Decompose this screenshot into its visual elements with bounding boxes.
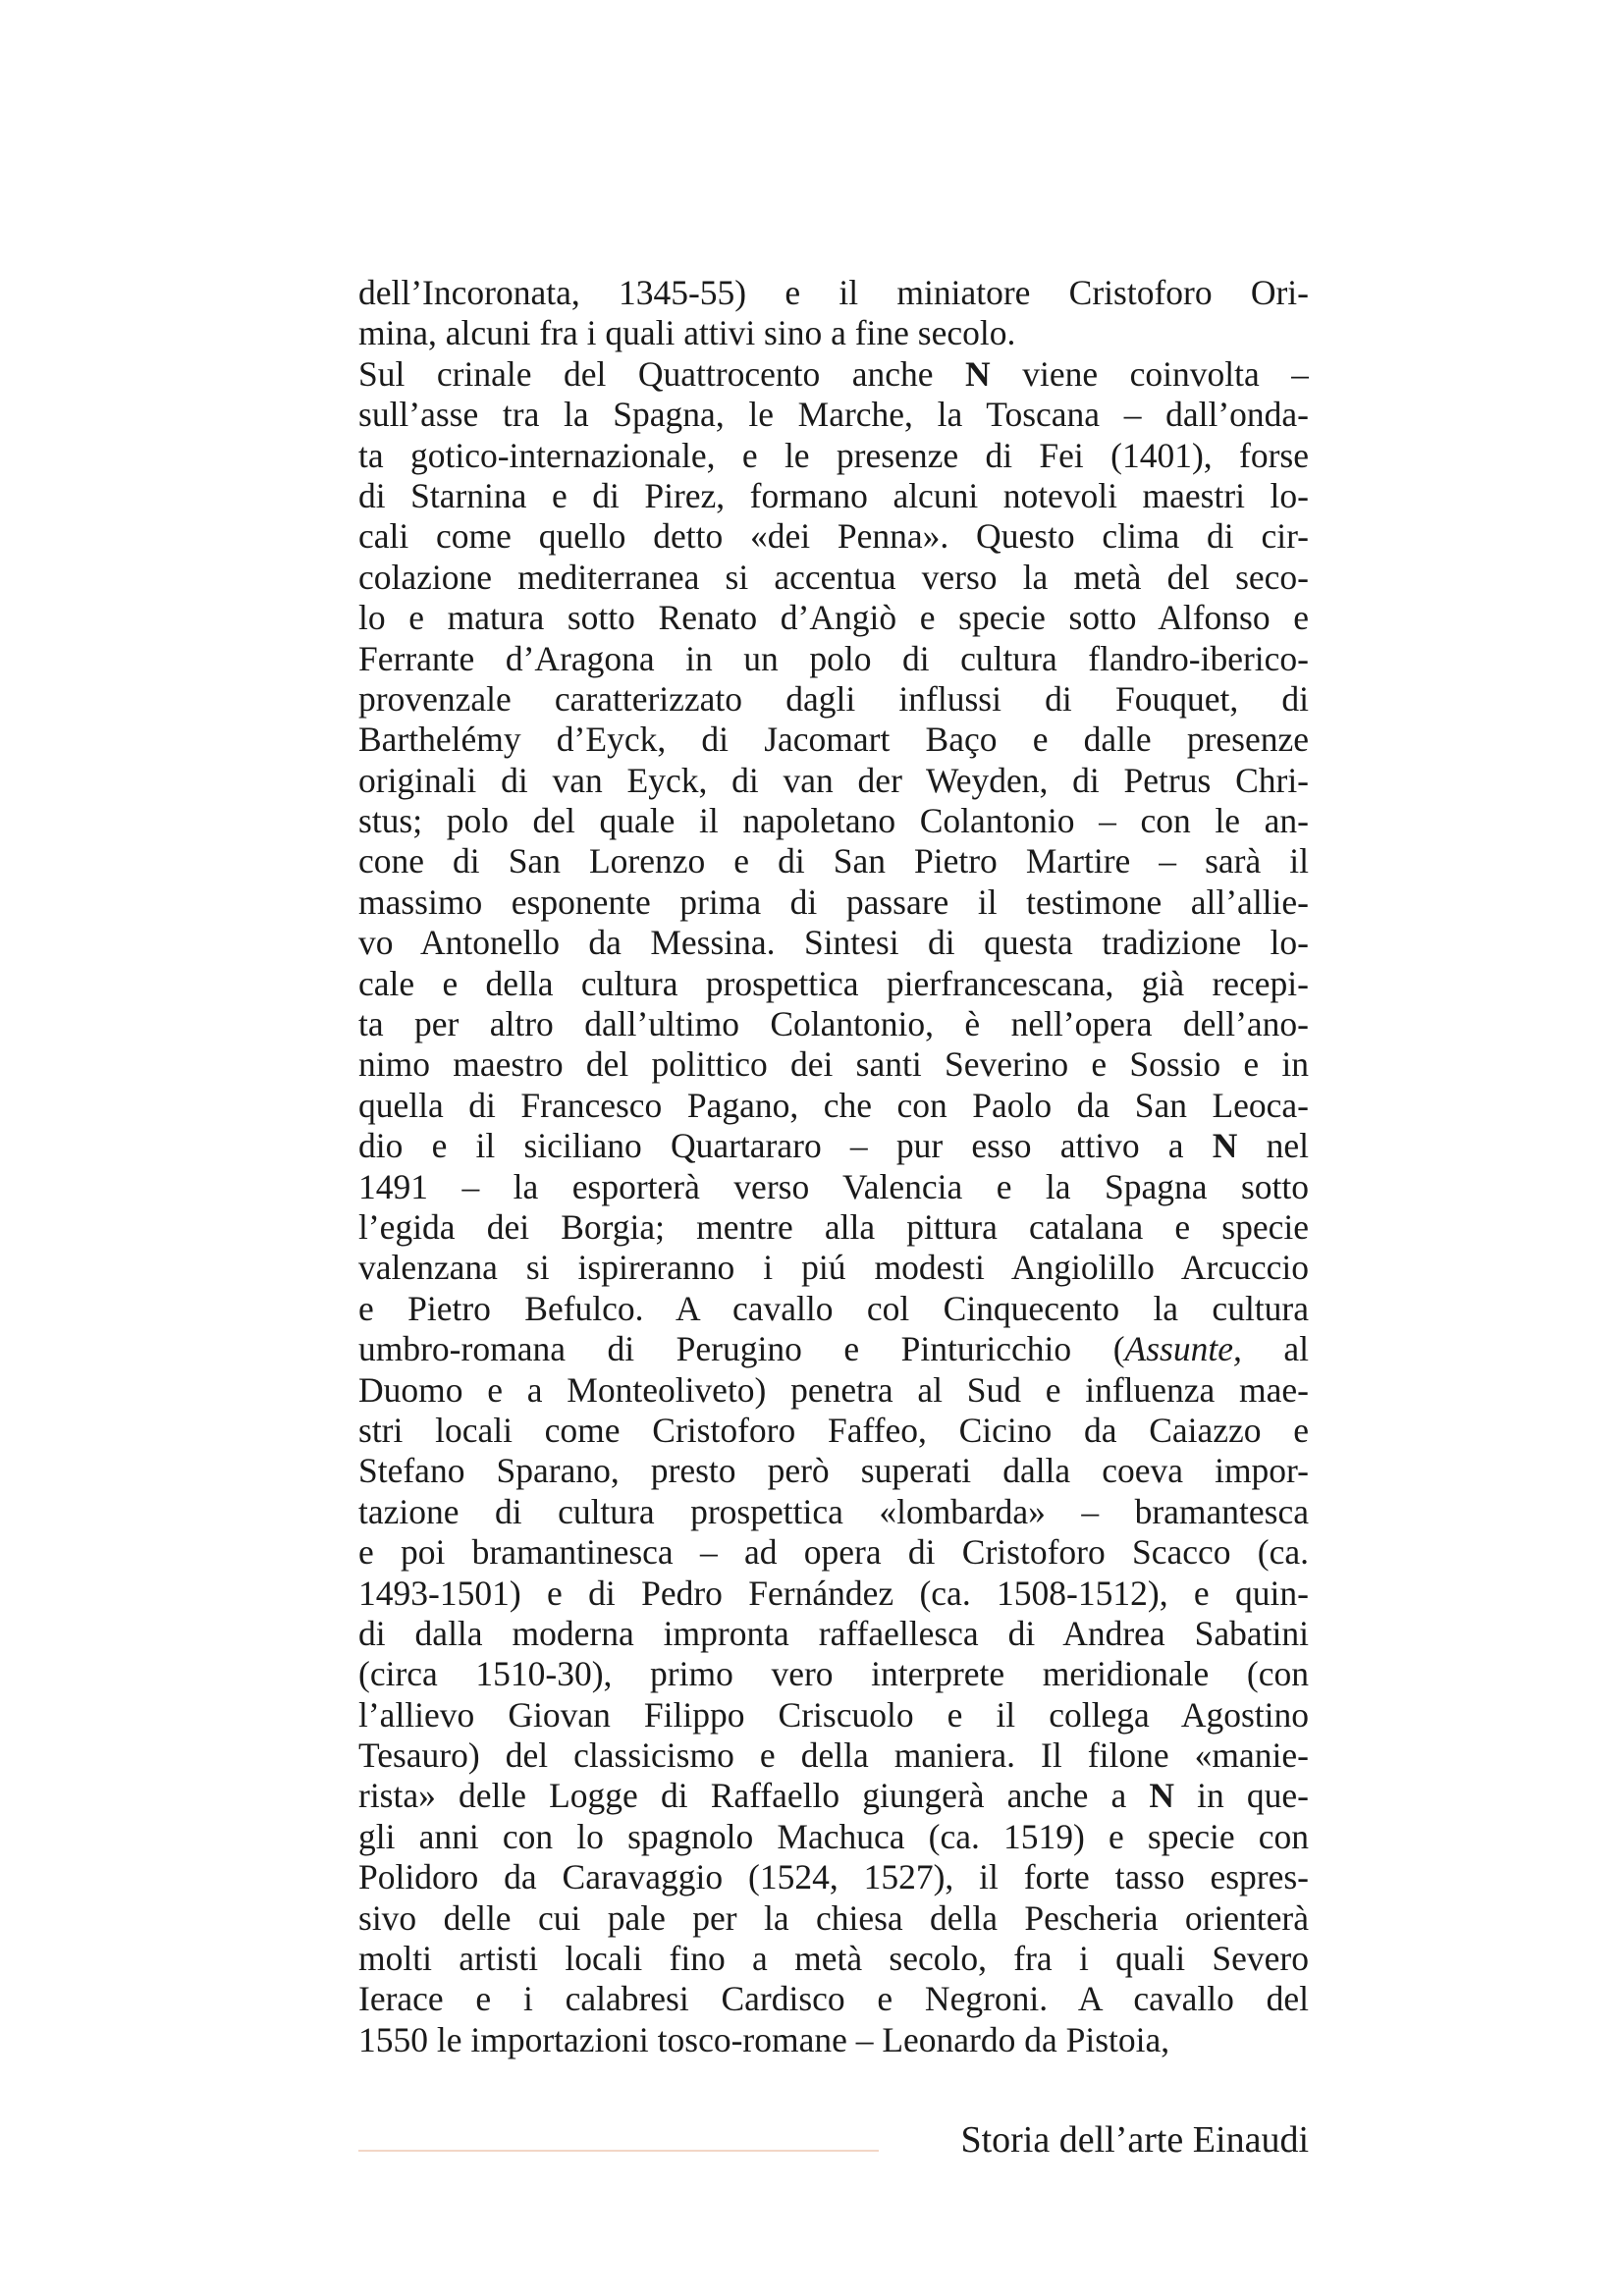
text-line: Ierace e i calabresi Cardisco e Negroni. A cavallo del (358, 1979, 1309, 2019)
text-line: tazione di cultura prospettica «lombarda» – bramantesca (358, 1491, 1309, 1531)
text-line: stus; polo del quale il napoletano Colantonio – con le an- (358, 801, 1309, 841)
text-line: rista» delle Logge di Raffaello giungerà anche a N in que- (358, 1776, 1309, 1816)
text-line: colazione mediterranea si accentua verso la metà del seco- (358, 557, 1309, 597)
text-line: 1493-1501) e di Pedro Fernández (ca. 1508-1512), e quin- (358, 1573, 1309, 1613)
text-line: Stefano Sparano, presto però superati dalla coeva impor- (358, 1451, 1309, 1491)
text-line: l’allievo Giovan Filippo Criscuolo e il collega Agostino (358, 1694, 1309, 1735)
text-line: ta per altro dall’ultimo Colantonio, è nell’opera dell’ano- (358, 1004, 1309, 1044)
text-line: Sul crinale del Quattrocento anche N viene coinvolta – (358, 353, 1309, 394)
text-line: umbro-romana di Perugino e Pinturicchio (Assunte, al (358, 1329, 1309, 1369)
text-line: 1550 le importazioni tosco-romane – Leonardo da Pistoia, (358, 2019, 1170, 2059)
text-line: di Starnina e di Pirez, formano alcuni notevoli maestri lo- (358, 475, 1309, 515)
text-line: cali come quello detto «dei Penna». Questo clima di cir- (358, 516, 1309, 557)
text-line: valenzana si ispireranno i piú modesti Angiolillo Arcuccio (358, 1248, 1309, 1288)
text-line: provenzale caratterizzato dagli influssi di Fouquet, di (358, 678, 1309, 719)
text-line: dell’Incoronata, 1345-55) e il miniatore Cristoforo Ori- (358, 273, 1309, 312)
text-line: stri locali come Cristoforo Faffeo, Cicino da Caiazzo e (358, 1410, 1309, 1450)
text-line: dio e il siciliano Quartararo – pur esso attivo a N nel (358, 1126, 1309, 1166)
body-text (358, 273, 1309, 2060)
text-line: cone di San Lorenzo e di San Pietro Martire – sarà il (358, 841, 1309, 881)
text-line: mina, alcuni fra i quali attivi sino a fine secolo. (358, 313, 1016, 353)
text-line: vo Antonello da Messina. Sintesi di questa tradizione lo- (358, 923, 1309, 963)
text-line: Polidoro da Caravaggio (1524, 1527), il forte tasso espres- (358, 1857, 1309, 1897)
text-line: e poi bramantinesca – ad opera di Cristoforo Scacco (ca. (358, 1532, 1309, 1573)
text-line: 1491 – la esporterà verso Valencia e la Spagna sotto (358, 1166, 1309, 1206)
text-line: gli anni con lo spagnolo Machuca (ca. 1519) e specie con (358, 1816, 1309, 1856)
text-line: quella di Francesco Pagano, che con Paolo da San Leoca- (358, 1085, 1309, 1125)
text-line: lo e matura sotto Renato d’Angiò e specie sotto Alfonso e (358, 598, 1309, 638)
footer-title: Storia dell’arte Einaudi (960, 2119, 1309, 2161)
text-line: nimo maestro del polittico dei santi Severino e Sossio e in (358, 1044, 1309, 1085)
text-line: Duomo e a Monteoliveto) penetra al Sud e influenza mae- (358, 1369, 1309, 1410)
text-line: e Pietro Befulco. A cavallo col Cinquecento la cultura (358, 1288, 1309, 1328)
text-line: massimo esponente prima di passare il testimone all’allie- (358, 881, 1309, 922)
text-line: sull’asse tra la Spagna, le Marche, la Toscana – dall’onda- (358, 395, 1309, 435)
text-line: di dalla moderna impronta raffaellesca di Andrea Sabatini (358, 1613, 1309, 1653)
text-line: molti artisti locali fino a metà secolo, fra i quali Severo (358, 1939, 1309, 1979)
text-line: l’egida dei Borgia; mentre alla pittura catalana e specie (358, 1206, 1309, 1247)
footer-rule (358, 2150, 879, 2152)
text-line: cale e della cultura prospettica pierfrancescana, già recepi- (358, 963, 1309, 1003)
text-line: (circa 1510-30), primo vero interprete meridionale (con (358, 1654, 1309, 1694)
text-line: ta gotico-internazionale, e le presenze di Fei (1401), forse (358, 435, 1309, 475)
text-line: Tesauro) del classicismo e della maniera. Il filone «manie- (358, 1735, 1309, 1776)
text-line: originali di van Eyck, di van der Weyden, di Petrus Chri- (358, 760, 1309, 800)
text-line: Barthelémy d’Eyck, di Jacomart Baço e dalle presenze (358, 720, 1309, 760)
text-line: Ferrante d’Aragona in un polo di cultura flandro-iberico- (358, 638, 1309, 678)
text-line: sivo delle cui pale per la chiesa della Pescheria orienterà (358, 1897, 1309, 1938)
